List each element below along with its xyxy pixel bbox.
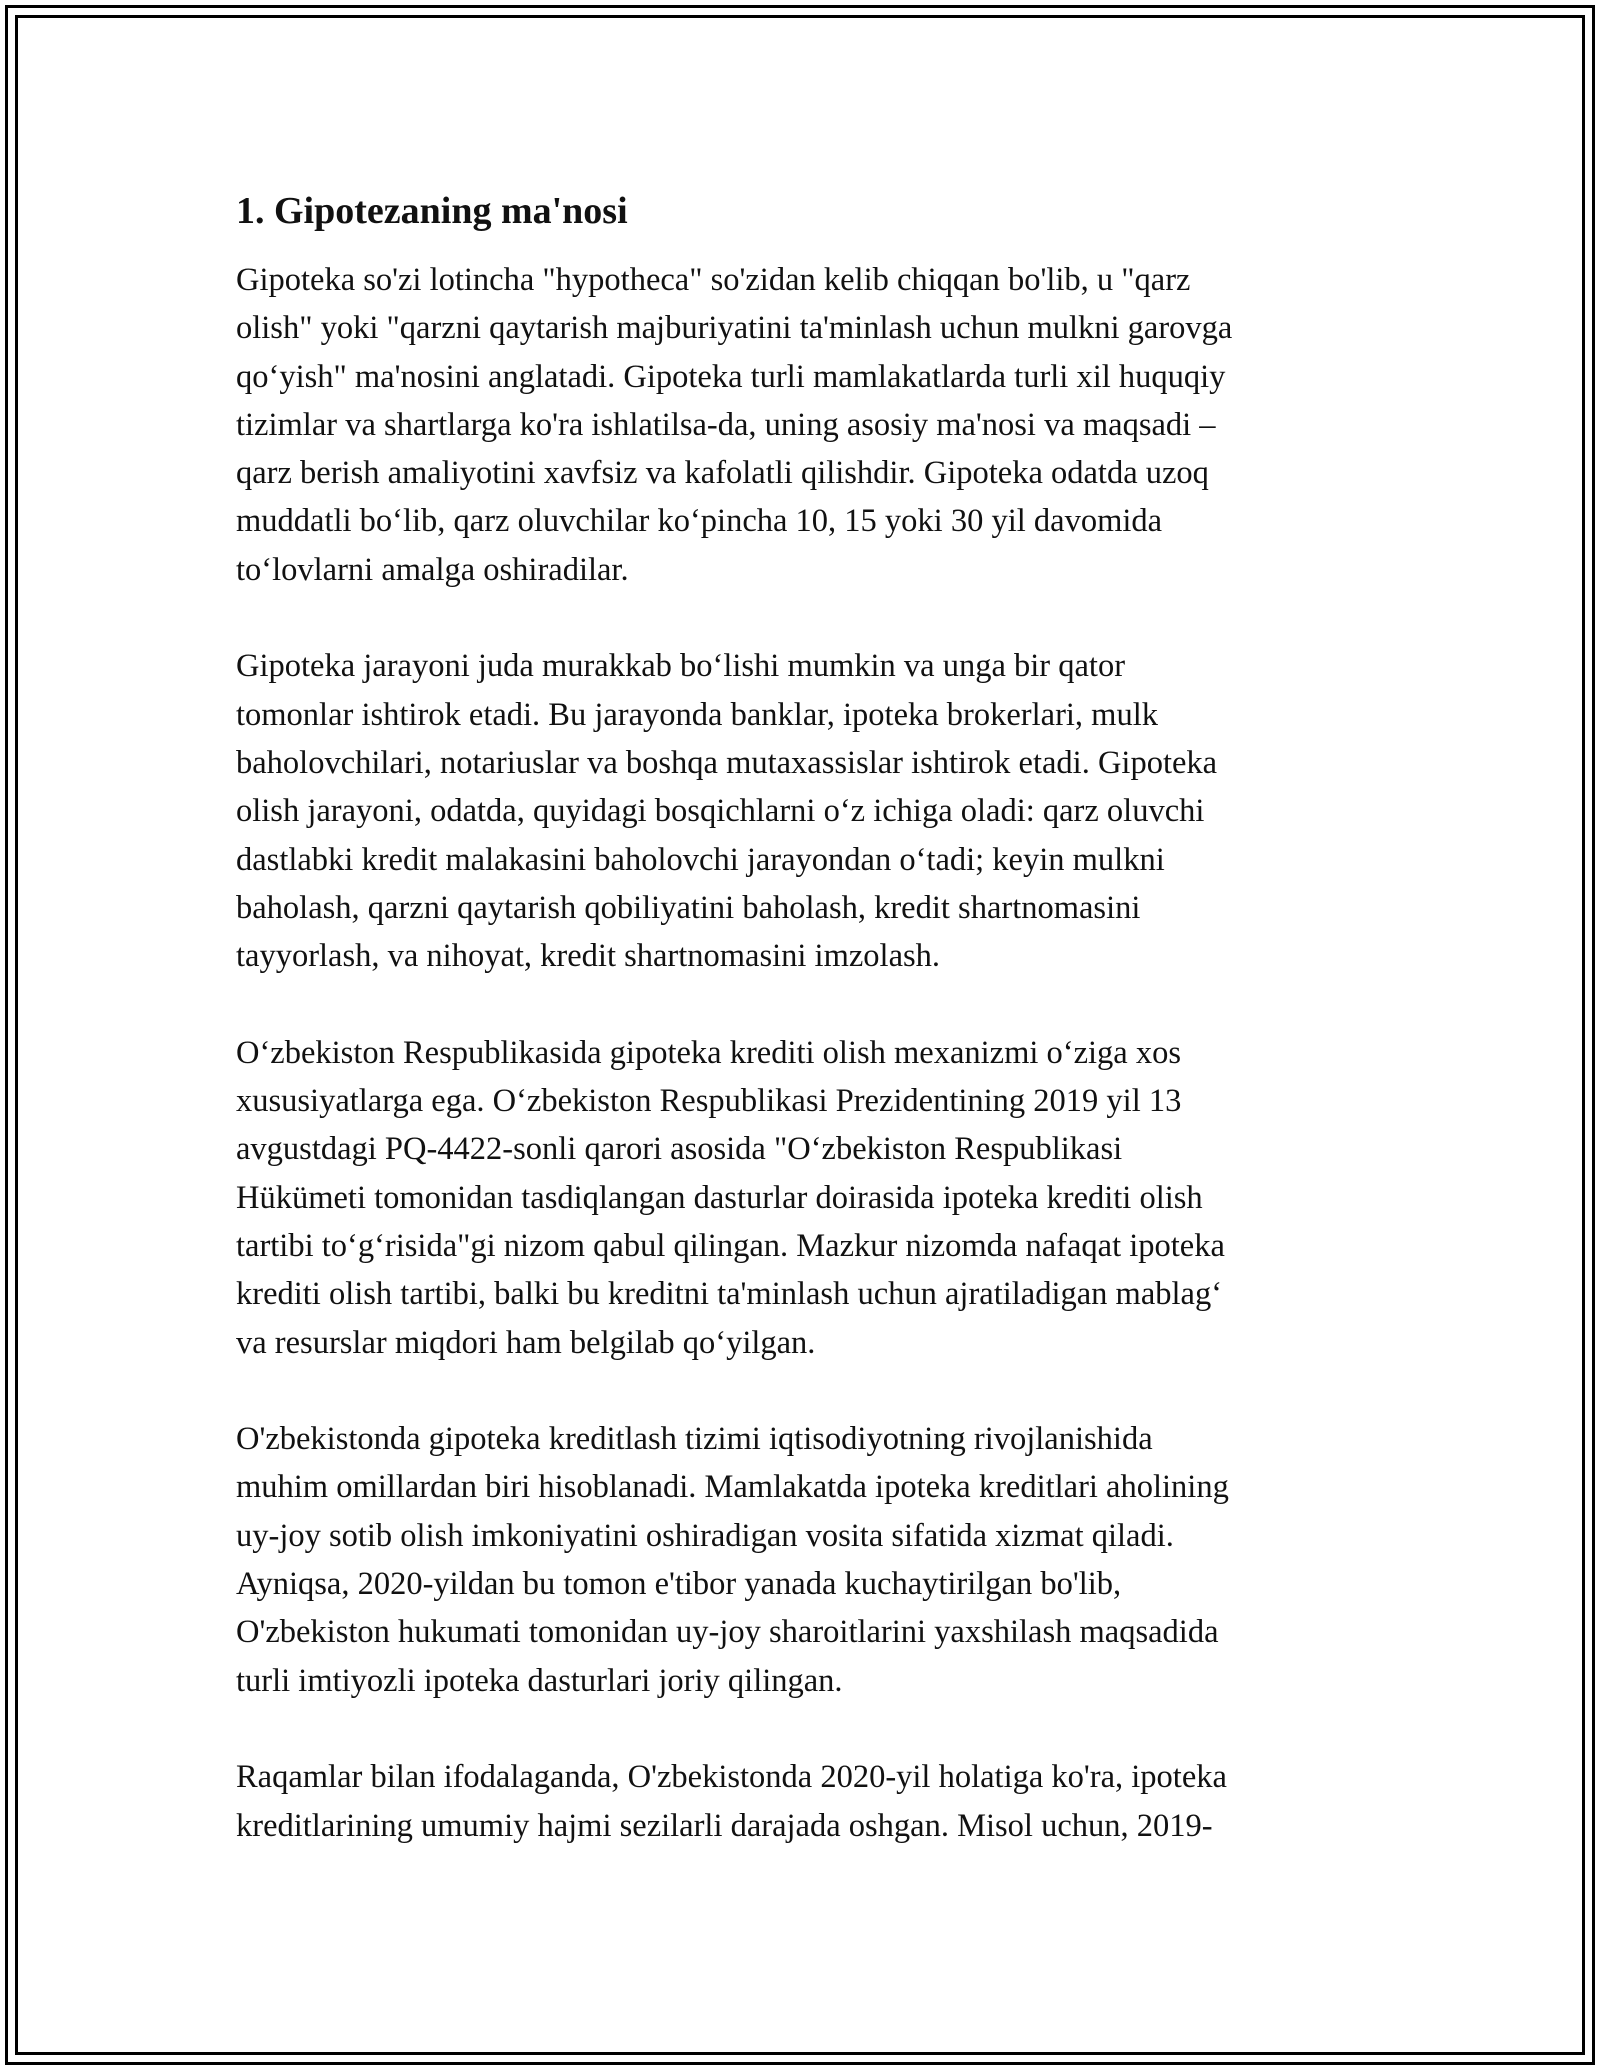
text-line: va resurslar miqdori ham belgilab qoʻyilgan. xyxy=(236,1324,816,1361)
text-line: qoʻyish" ma'nosini anglatadi. Gipoteka turli mamlakatlarda turli xil huquqiy xyxy=(236,358,1226,395)
text-line: tartibi toʻgʻrisida"gi nizom qabul qilingan. Mazkur nizomda nafaqat ipoteka xyxy=(236,1227,1225,1264)
text-line: tizimlar va shartlarga ko'ra ishlatilsa-da, uning asosiy ma'nosi va maqsadi – xyxy=(236,406,1216,443)
text-line: Oʻzbekiston Respublikasida gipoteka krediti olish mexanizmi oʻziga xos xyxy=(236,1034,1182,1071)
text-line: Gipoteka jarayoni juda murakkab boʻlishi mumkin va unga bir qator xyxy=(236,648,1126,685)
text-line: tomonlar ishtirok etadi. Bu jarayonda banklar, ipoteka brokerlari, mulk xyxy=(236,696,1158,733)
text-line: xususiyatlarga ega. Oʻzbekiston Respublikasi Prezidentining 2019 yil 13 xyxy=(236,1083,1182,1120)
text-line: muhim omillardan biri hisoblanadi. Mamlakatda ipoteka kreditlari aholining xyxy=(236,1469,1229,1506)
text-line: avgustdagi PQ-4422-sonli qarori asosida "Oʻzbekiston Respublikasi xyxy=(236,1131,1123,1168)
text-line: qarz berish amaliyotini xavfsiz va kafolatli qilishdir. Gipoteka odatda uzoq xyxy=(236,455,1209,492)
text-line: kreditlarining umumiy hajmi sezilarli darajada oshgan. Misol uchun, 2019- xyxy=(236,1807,1213,1844)
text-line: baholash, qarzni qaytarish qobiliyatini baholash, kredit shartnomasini xyxy=(236,889,1141,926)
text-line: O'zbekiston hukumati tomonidan uy-joy sharoitlarini yaxshilash maqsadida xyxy=(236,1614,1219,1651)
text-line: uy-joy sotib olish imkoniyatini oshiradigan vosita sifatida xizmat qiladi. xyxy=(236,1517,1174,1554)
text-line: olish" yoki "qarzni qaytarish majburiyatini ta'minlash uchun mulkni garovga xyxy=(236,310,1233,347)
text-line: Raqamlar bilan ifodalaganda, O'zbekistonda 2020-yil holatiga ko'ra, ipoteka xyxy=(236,1759,1227,1796)
text-line: baholovchilari, notariuslar va boshqa mutaxassislar ishtirok etadi. Gipoteka xyxy=(236,744,1218,781)
text-line: turli imtiyozli ipoteka dasturlari joriy qilingan. xyxy=(236,1662,843,1699)
paragraph xyxy=(236,1415,1376,1705)
text-line: olish jarayoni, odatda, quyidagi bosqichlarni oʻz ichiga oladi: qarz oluvchi xyxy=(236,793,1205,830)
text-line: O'zbekistonda gipoteka kreditlash tizimi iqtisodiyotning rivojlanishida xyxy=(236,1421,1153,1458)
paragraphs-container xyxy=(236,256,1376,1850)
text-line: Ayniqsa, 2020-yildan bu tomon e'tibor yanada kuchaytirilgan bo'lib, xyxy=(236,1566,1122,1603)
text-line: dastlabki kredit malakasini baholovchi jarayondan oʻtadi; keyin mulkni xyxy=(236,841,1165,878)
document-body xyxy=(236,186,1376,1898)
text-line: Gipoteka so'zi lotincha "hypotheca" so'zidan kelib chiqqan bo'lib, u "qarz xyxy=(236,262,1191,298)
paragraph xyxy=(236,1753,1376,1850)
text-line: tayyorlash, va nihoyat, kredit shartnomasini imzolash. xyxy=(236,938,941,975)
section-heading: 1. Gipotezaning ma'nosi xyxy=(236,190,628,232)
paragraph xyxy=(236,1029,1376,1367)
text-line: Hükümeti tomonidan tasdiqlangan dasturlar doirasida ipoteka krediti olish xyxy=(236,1179,1203,1216)
text-line: krediti olish tartibi, balki bu kreditni ta'minlash uchun ajratiladigan mablagʻ xyxy=(236,1276,1223,1313)
paragraph xyxy=(236,642,1376,980)
text-line: toʻlovlarni amalga oshiradilar. xyxy=(236,551,629,588)
text-line: muddatli boʻlib, qarz oluvchilar koʻpincha 10, 15 yoki 30 yil davomida xyxy=(236,503,1163,540)
paragraph xyxy=(236,256,1376,594)
